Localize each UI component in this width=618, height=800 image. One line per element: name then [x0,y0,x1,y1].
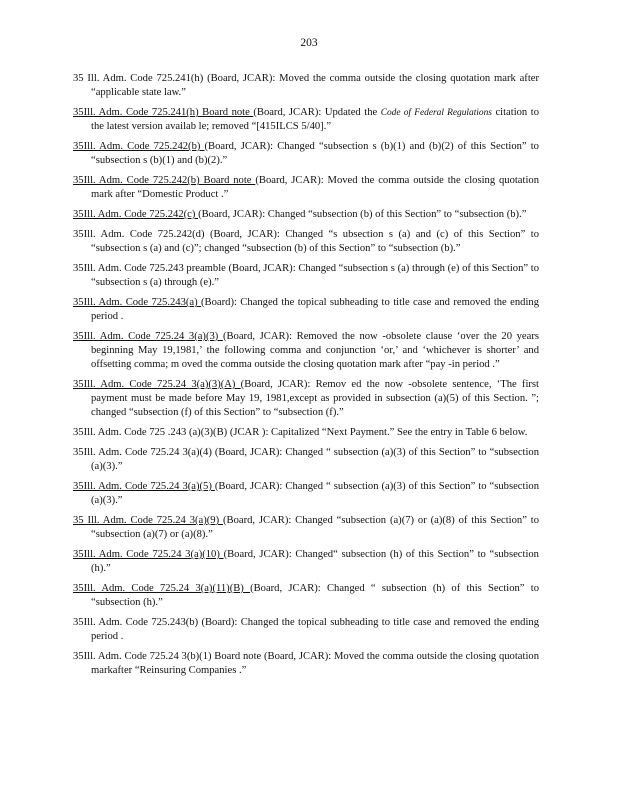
errata-entry-list [73,72,539,684]
page-number: 203 [300,37,318,49]
errata-entry [73,616,539,644]
entry-citation: 35Ill. Adm. Code 725.24 3(a)(11)(B) [73,583,251,594]
entry-citation: 35Ill. Adm. Code 725.242(c) [73,209,199,220]
entry-citation: 35 Ill. Adm. Code 725.241(h) [73,73,204,84]
entry-text: (Board): Changed the topical subheading to title case and removed the ending period . [91,297,539,322]
entry-text: (Board, JCAR): Updated the [253,107,381,118]
entry-citation: 35 Ill. Adm. Code 725.24 3(a)(9) [73,515,223,526]
errata-entry [73,650,539,678]
errata-entry [73,106,539,134]
entry-text: (Board, JCAR): Moved the comma outside the closing quotation mark after “Domestic Product .” [91,175,539,200]
entry-citation: 35Ill. Adm. Code 725.24 3(a)(5) [73,481,215,492]
entry-citation: 35Ill. Adm. Code 725.24 3(a)(4) [73,447,212,458]
entry-text: (Board, JCAR): Changed “s ubsection s (a) and (c) of this Section” to “subsection s (a) and (c)”; changed “subsection (b) of this Section” to “subsection (b).” [91,229,539,254]
entry-citation: 35Ill. Adm. Code 725.243(a) [73,297,202,308]
errata-entry [73,262,539,290]
entry-citation: 35Ill. Adm. Code 725.24 3(a)(10) [73,549,224,560]
entry-text: (Board, JCAR): Changed “subsection (b) of this Section” to “subsection (b).” [198,209,527,220]
entry-text: (Board, JCAR): Removed the now -obsolete clause ‘over the 20 years beginning May 19,1981,’ the following comma and conjunction ‘or,’ and ‘whichever is shorter’ and offsetting comma; m oved the comma outside the closing quotation mark after “pay -in period .” [91,331,539,370]
entry-text: (Board, JCAR): Changed “subsection s (a) through (e) of this Section” to “subsection s (a) through (e).” [91,263,539,288]
entry-citation: 35Ill. Adm. Code 725.243 preamble [73,263,226,274]
errata-entry [73,140,539,168]
entry-citation: 35Ill. Adm. Code 725.242(b) [73,141,205,152]
entry-text: (Board, JCAR): Remov ed the now -obsolete sentence, ‘The first payment must be made before May 19, 1981,except as provided in subsection (a)(5) of this Section. ”; changed “subsection (f) of this Section” to “subsection (f).” [91,379,539,418]
errata-entry [73,296,539,324]
errata-entry [73,208,539,222]
errata-entry [73,426,539,440]
entry-citation: 35Ill. Adm. Code 725.24 3(a)(3) [73,331,223,342]
entry-citation: 35Ill. Adm. Code 725 .243 (a)(3)(B) [73,427,228,438]
errata-entry [73,174,539,202]
entry-italic-title: Code of Federal Regulations [380,108,492,118]
entry-text: (Board): Changed the topical subheading to title case and removed the ending period . [91,617,539,642]
errata-entry [73,72,539,100]
errata-entry [73,446,539,474]
errata-entry [73,514,539,542]
errata-entry [73,378,539,420]
errata-entry [73,548,539,576]
entry-text-continued: citation to the latest version availab le; removed “[415ILCS 5/40].” [91,107,539,132]
entry-text: (Board, JCAR): Changed “ subsection (a)(3) of this Section” to “subsection (a)(3).” [91,447,540,472]
entry-text: (Board, JCAR): Changed “ subsection (h) of this Section” to “subsection (h).” [91,583,539,608]
entry-text: (Board, JCAR): Changed “subsection (a)(7) or (a)(8) of this Section” to “subsection (a)(7) or (a)(8).” [91,515,540,540]
entry-citation: 35Ill. Adm. Code 725.24 3(b)(1) Board note [73,651,262,662]
errata-entry [73,582,539,610]
entry-citation: 35Ill. Adm. Code 725.241(h) Board note [73,107,254,118]
entry-citation: 35Ill. Adm. Code 725.242(b) Board note [73,175,256,186]
errata-entry [73,228,539,256]
entry-citation: 35Ill. Adm. Code 725.242(d) [73,229,205,240]
entry-text: (Board, JCAR): Changed “subsection s (b)(1) and (b)(2) of this Section” to “subsection s (b)(1) and (b)(2).” [91,141,539,166]
entry-text: (JCAR ): Capitalized “Next Payment.” See the entry in Table 6 below. [227,427,528,438]
entry-text: (Board, JCAR): Changed“ subsection (h) of this Section” to “subsection (h).” [91,549,539,574]
entry-text: (Board, JCAR): Changed “ subsection (a)(3) of this Section” to “subsection (a)(3).” [91,481,539,506]
errata-entry [73,480,539,508]
entry-citation: 35Ill. Adm. Code 725.24 3(a)(3)(A) [73,379,241,390]
errata-entry [73,330,539,372]
entry-citation: 35Ill. Adm. Code 725.243(b) [73,617,199,628]
entry-text: (Board, JCAR): Moved the comma outside the closing quotation markafter “Reinsuring Companies .” [91,651,539,676]
entry-text: (Board, JCAR): Moved the comma outside the closing quotation mark after “applicable state law.” [91,73,539,98]
